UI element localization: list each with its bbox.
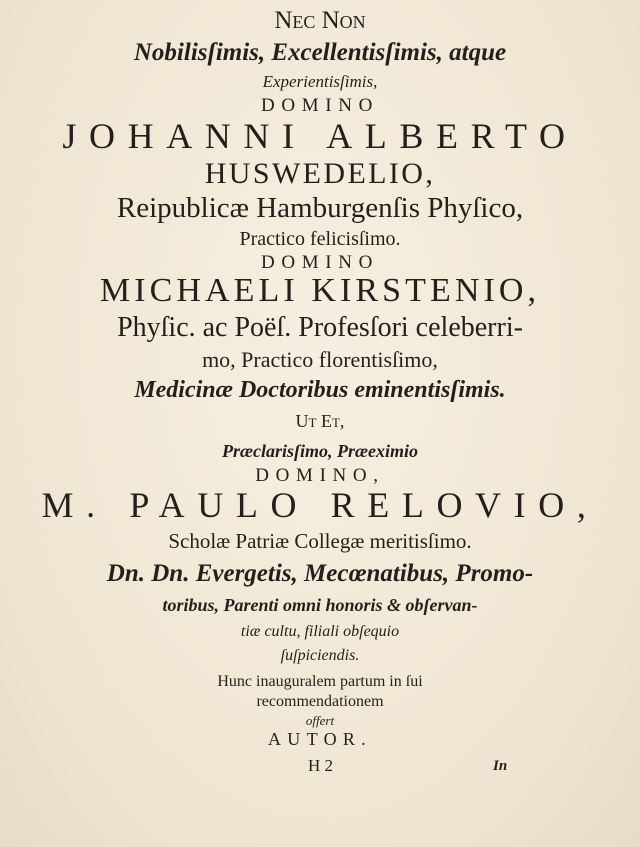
title-domino-2: DOMINO	[260, 252, 379, 273]
heading-nec-non: Nec Non	[274, 7, 366, 34]
name-paulo-relovio: M. PAULO RELOVIO,	[41, 485, 599, 525]
inaugural-line: Hunc inauguralem partum in ſui	[217, 673, 423, 690]
catchword: In	[493, 758, 508, 774]
heading-ut-et: Ut Et,	[295, 411, 345, 431]
medicinae-doctoribus: Medicinæ Doctoribus eminentisſimis.	[134, 377, 506, 403]
role-practico-florentissimo: mo, Practico florentisſimo,	[202, 347, 438, 372]
recommendation-line: recommendationem	[256, 693, 384, 710]
evergetis-line: Dn. Dn. Evergetis, Mecœnatibus, Promo-	[106, 560, 534, 587]
toribus-line: toribus, Parenti omni honoris & obſervan-	[162, 595, 478, 615]
name-huswedelio: HUSWEDELIO,	[204, 157, 436, 190]
role-professori: Phyſic. ac Poëſ. Profesſori celeberri-	[117, 312, 523, 343]
name-michaeli-kirstenio: MICHAELI KIRSTENIO,	[99, 272, 541, 309]
role-practico: Practico felicisſimo.	[239, 228, 401, 250]
cultu-line: tiæ cultu, filiali obſequio	[240, 623, 400, 640]
name-johanni-alberto: JOHANNI ALBERTO	[62, 116, 578, 156]
epithets-praeclarissimo: Præclarisſimo, Præeximio	[222, 441, 418, 461]
role-physico: Reipublicæ Hamburgenſis Phyſico,	[116, 192, 524, 224]
suspiciendis-line: ſuſpiciendis.	[280, 647, 360, 664]
signature-mark: H 2	[308, 756, 334, 775]
title-domino-3: DOMINO,	[255, 465, 385, 486]
role-scholae-collegae: Scholæ Patriæ Collegæ meritisſimo.	[168, 529, 472, 553]
dedication-epithets: Nobilisſimis, Excellentisſimis, atque	[133, 39, 507, 66]
dedication-epithet-experientissimis: Experientisſimis,	[262, 72, 378, 91]
title-domino-1: DOMINO	[260, 95, 379, 116]
offert-line: offert	[305, 713, 335, 728]
autor-line: AUTOR.	[268, 729, 372, 749]
